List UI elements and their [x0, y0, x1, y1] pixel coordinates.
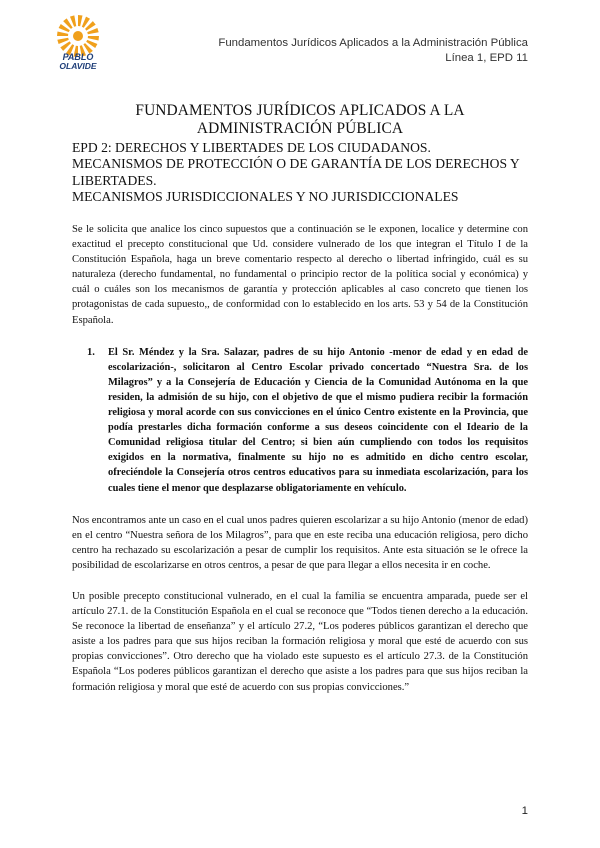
- header-course-title: Fundamentos Jurídicos Aplicados a la Administración Pública: [218, 37, 528, 49]
- document-title: [72, 102, 528, 138]
- list-item: [72, 345, 528, 496]
- epd-subtitle: [72, 140, 532, 205]
- sun-ray: [57, 31, 68, 36]
- sun-ray: [78, 15, 83, 26]
- answer-paragraph-2: Un posible precepto constitucional vulnerado, en el cual la familia se encuentra amparada, puede ser el artículo 27.1. de la Constitución Española en el cual se reconoce que “Todos tienen derecho a la educación. Se reconoce la libertad de enseñanza” y el artículo 27.2, “Los poderes públicos garantizan el derecho que asiste a los padres para que sus hijos reciban la formación religiosa y moral que esté de acuerdo con sus propias convicciones”. Otro derecho que ha violado este supuesto es el artículo 27.3. de la Constitución Española “Los poderes públicos garantizan el derecho que asiste a los padres para que sus hijos reciban la formación religiosa y moral que esté de acuerdo con sus propias convicciones.”: [72, 590, 528, 693]
- sun-ray: [88, 36, 99, 41]
- document-body: [72, 222, 528, 695]
- answer-paragraph-1: Nos encontramos ante un caso en el cual unos padres quieren escolarizar a su hijo Antonio (menor de edad) en el centro “Nuestra señora de los Milagros”, para que en este reciba una educación religiosa, pero dicho centro ha rechazado su escolarización a pesar de cumplir los requisitos. Ante esta situación se le ofrece la posibilidad de escolarizarse en otros centros, a pesar de que para llegar a ellos necesita ir en coche.: [72, 514, 528, 571]
- header-line-epd: Línea 1, EPD 11: [445, 51, 528, 64]
- case-statement: El Sr. Méndez y la Sra. Salazar, padres de su hijo Antonio -menor de edad y en edad de escolarización-, solicitaron al Centro Escolar privado concertado “Nuestra Sra. de los Milagros” y a la Consejería de Educación y Ciencia de la Comunidad Autónoma en la que residen, la admisión de su hijo, con el objetivo de que el mismo pudiera recibir la formación religiosa y moral acorde con sus convicciones en el único Centro existente en la Provincia, que podía prestarles dicha formación conforme a sus deseos coincidente con el Ideario de la Comunidad religiosa titular del Centro; si bien aún cumpliendo con todos los requisitos exigidos en la normativa, finalmente su hijo no es admitido en dicho centro escolar, ofreciéndole la Consejería otros centros educativos para su inmediata escolarización, para los cuales tiene el menor que desplazarse obligatoriamente en vehículo.: [108, 346, 528, 494]
- title-line-1: FUNDAMENTOS JURÍDICOS APLICADOS A LA: [135, 102, 465, 119]
- logo-line-2: OLAVIDE: [59, 61, 97, 71]
- subtitle-line-4: MECANISMOS JURISDICCIONALES Y NO JURISDICCIONALES: [72, 188, 459, 204]
- page-number: 1: [521, 805, 528, 817]
- subtitle-line-1: EPD 2: DERECHOS Y LIBERTADES DE LOS CIUDADANOS.: [72, 140, 431, 155]
- sun-core: [73, 31, 83, 41]
- subtitle-line-3: LIBERTADES.: [72, 172, 157, 188]
- logo-line-1: PABLO: [62, 52, 94, 62]
- running-header: [218, 36, 528, 66]
- case-list: [72, 345, 528, 496]
- intro-paragraph: Se le solicita que analice los cinco supuestos que a continuación se le exponen, localice y determine con exactitud el precepto constitucional que Ud. considere vulnerado de los que integran el Título I de la Constitución Española, haga un breve comentario respecto al derecho o libertad infringido, cuál es su naturaleza (derecho fundamental, no fundamental o principio rector de la política social y económica) y cuál o cuáles son los mecanismos de garantía y protección aplicables al caso concreto que tienen los protagonistas de cada supuesto,, de conformidad con lo establecido en los arts. 53 y 54 de la Constitución Española.: [72, 224, 528, 326]
- subtitle-line-2: MECANISMOS DE PROTECCIÓN O DE GARANTÍA DE LOS DERECHOS Y: [72, 156, 520, 172]
- logo-wordmark: [50, 53, 106, 71]
- case-number: 1.: [87, 346, 95, 358]
- title-line-2: ADMINISTRACIÓN PÚBLICA: [196, 120, 404, 137]
